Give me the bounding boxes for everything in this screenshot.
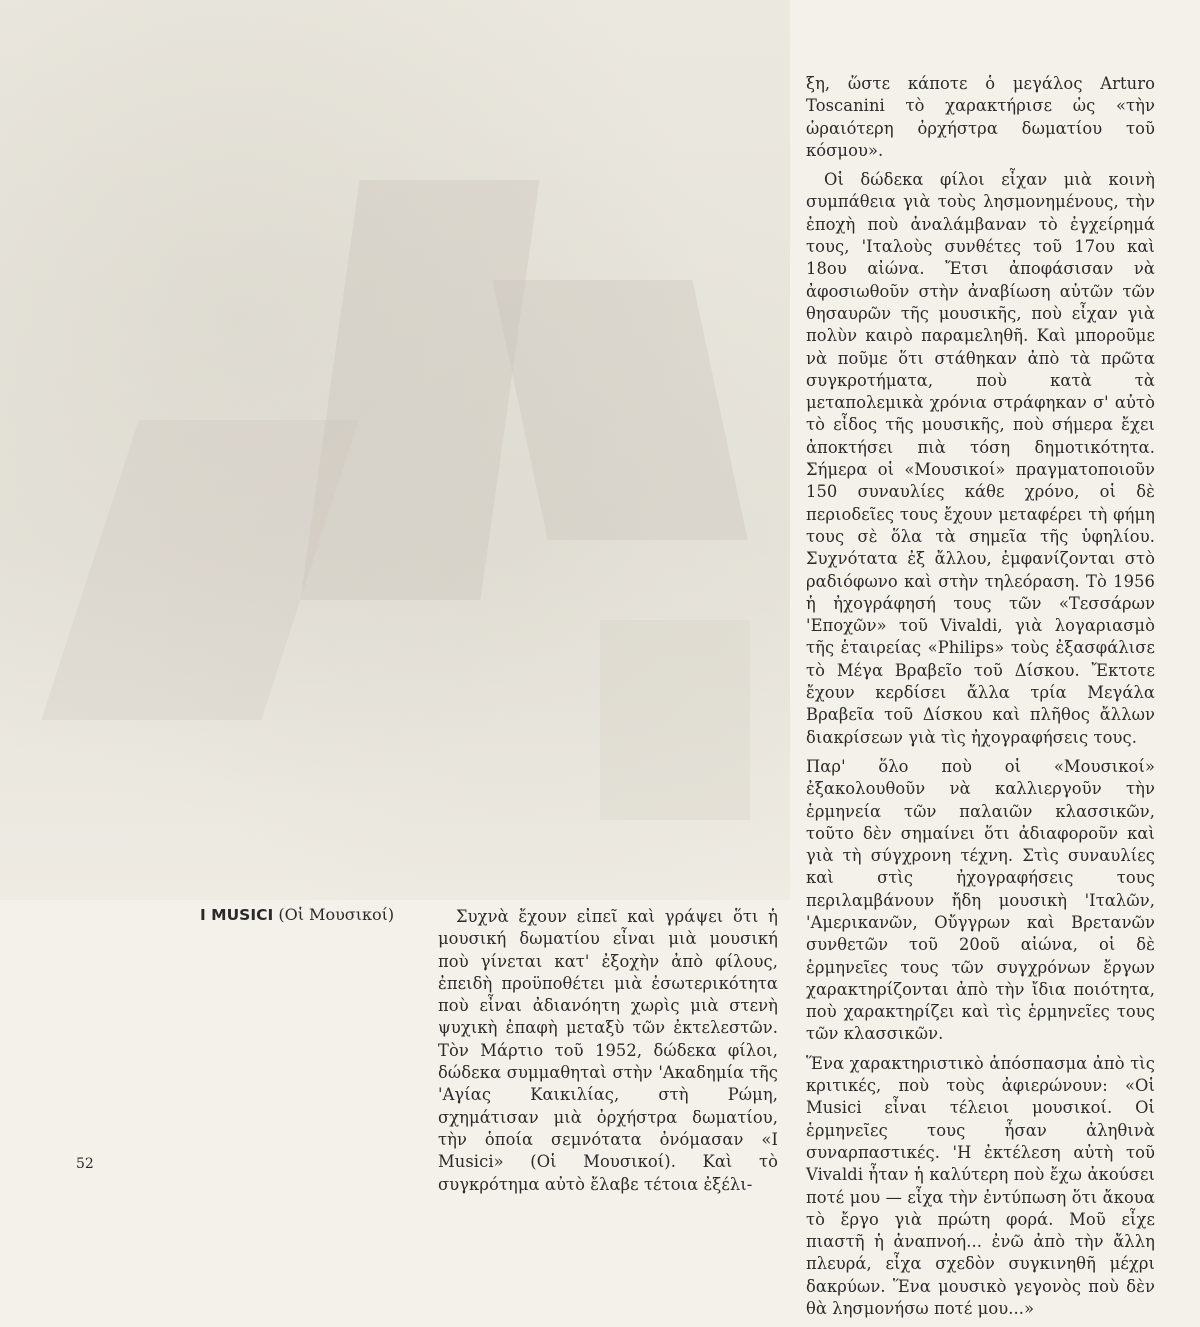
paragraph: ξη, ὥστε κάποτε ὁ μεγάλος Arturo Toscanini τὸ χαρακτήρισε ὡς «τὴν ὡραιότερη ὀρχήστρα δωματίου τοῦ κόσμου».	[806, 74, 1155, 160]
section-title-rest: (Οἱ Μουσικοί)	[273, 905, 395, 924]
paragraph: Συχνὰ ἔχουν εἰπεῖ καὶ γράψει ὅτι ἡ μουσική δωματίου εἶναι μιὰ μουσική ποὺ γίνεται κατ' ἐξοχὴν ἀπὸ φίλους, ἐπειδὴ προϋποθέτει μιὰ ἐσωτερικότητα ποὺ εἶναι ἀδιανόητη χωρὶς μιὰ στενὴ ψυχικὴ ἐπαφὴ μεταξὺ τῶν ἐκτελεστῶν. Τὸν Μάρτιο τοῦ 1952, δώδεκα φίλοι, δώδεκα συμμαθηταὶ στὴν 'Ακαδημία τῆς 'Αγίας Καικιλίας, στὴ Ρώμη, σχημάτισαν μιὰ ὀρχήστρα δωματίου, τὴν ὁποία σεμνότατα ὀνόμασαν «I Musici» (Οἱ Μουσικοί). Καὶ τὸ συγκρότημα αὐτὸ ἔλαβε τέτοια ἐξέλι-	[438, 907, 778, 1194]
text-column-left	[438, 906, 778, 1203]
paragraph: Ἕνα χαρακτηριστικὸ ἀπόσπασμα ἀπὸ τὶς κριτικές, ποὺ τοὺς ἀφιερώνουν: «Οἱ Musici εἶναι τέλειοι μουσικοί. Οἱ ἑρμηνεῖες τους ἦσαν ἀληθινὰ συναρπαστικές. 'Η ἐκτέλεση αὐτὴ τοῦ Vivaldi ἦταν ἡ καλύτερη ποὺ ἔχω ἀκούσει ποτέ μου — εἶχα τὴν ἐντύπωση ὅτι ἄκουα τὸ ἔργο γιὰ πρώτη φορά. Μοῦ εἶχε πιαστῆ ἡ ἀναπνοή... ἐνῶ ἀπὸ τὴν ἄλλη πλευρά, εἶχα σχεδὸν συγκινηθῆ μέχρι δακρύων. Ἕνα μουσικὸ γεγονὸς ποὺ δὲν θὰ λησμονήσω ποτέ μου...»	[806, 1053, 1155, 1319]
page-number: 52	[76, 1156, 94, 1172]
photo-shape	[300, 180, 539, 600]
section-heading	[200, 904, 432, 926]
faded-photograph	[0, 0, 790, 900]
paragraph: Παρ' ὅλο ποὺ οἱ «Μουσικοί» ἐξακολουθοῦν νὰ καλλιεργοῦν τὴν ἑρμηνεία τῶν παλαιῶν κλασσικῶν, τοῦτο δὲν σημαίνει ὅτι ἀδιαφοροῦν καὶ γιὰ τὴ σύγχρονη τέχνη. Στὶς συναυλίες καὶ στὶς ἠχογραφήσεις τους περιλαμβάνουν ἤδη μουσικὴ 'Ιταλῶν, 'Αμερικανῶν, Οὔγγρων καὶ Βρετανῶν συνθετῶν τοῦ 20οῦ αἰώνα, οἱ δὲ ἑρμηνεῖες τους τῶν συγχρόνων ἔργων χαρακτηρίζονται ἀπὸ τὴν ἴδια ποιότητα, ποὺ χαρακτηρίζει καὶ τὶς ἑρμηνεῖες τους τῶν κλασσικῶν.	[806, 756, 1155, 1044]
text-column-right	[806, 73, 1155, 1327]
photo-shape	[492, 280, 747, 540]
section-title-strong: I MUSICI	[200, 906, 274, 924]
photo-shape	[600, 620, 750, 820]
paragraph: Οἱ δώδεκα φίλοι εἶχαν μιὰ κοινὴ συμπάθεια γιὰ τοὺς λησμονημένους, τὴν ἐποχὴ ποὺ ἀναλάμβαναν τὸ ἐγχείρημά τους, 'Ιταλοὺς συνθέτες τοῦ 17ου καὶ 18ου αἰώνα. Ἔτσι ἀποφάσισαν νὰ ἀφοσιωθοῦν στὴν ἀναβίωση αὐτῶν τῶν θησαυρῶν τῆς μουσικῆς, ποὺ εἶχαν γιὰ πολὺν καιρὸ παραμεληθῆ. Καὶ μποροῦμε νὰ ποῦμε ὅτι στάθηκαν ἀπὸ τὰ πρῶτα συγκροτήματα, ποὺ κατὰ τὰ μεταπολεμικὰ χρόνια στράφηκαν σ' αὐτὸ τὸ εἶδος τῆς μουσικῆς, ποὺ σήμερα ἔχει ἀποκτήσει πιὰ τόση δημοτικότητα. Σήμερα οἱ «Μουσικοί» πραγματοποιοῦν 150 συναυλίες κάθε χρόνο, οἱ δὲ περιοδεῖες τους ἔχουν μεταφέρει τὴ φήμη τους σὲ ὅλα τὰ σημεῖα τῆς ὑφηλίου. Συχνότατα ἐξ ἄλλου, ἐμφανίζονται στὸ ραδιόφωνο καὶ στὴν τηλεόραση. Τὸ 1956 ἡ ἠχογράφησή τους τῶν «Τεσσάρων 'Εποχῶν» τοῦ Vivaldi, γιὰ λογαριασμὸ τῆς ἑταιρείας «Philips» τοὺς ἐξασφάλισε τὸ Μέγα Βραβεῖο τοῦ Δίσκου. Ἔκτοτε ἔχουν κερδίσει ἄλλα τρία Μεγάλα Βραβεῖα τοῦ Δίσκου καὶ πλῆθος ἄλλων διακρίσεων γιὰ τὶς ἠχογραφήσεις τους.	[806, 170, 1155, 747]
